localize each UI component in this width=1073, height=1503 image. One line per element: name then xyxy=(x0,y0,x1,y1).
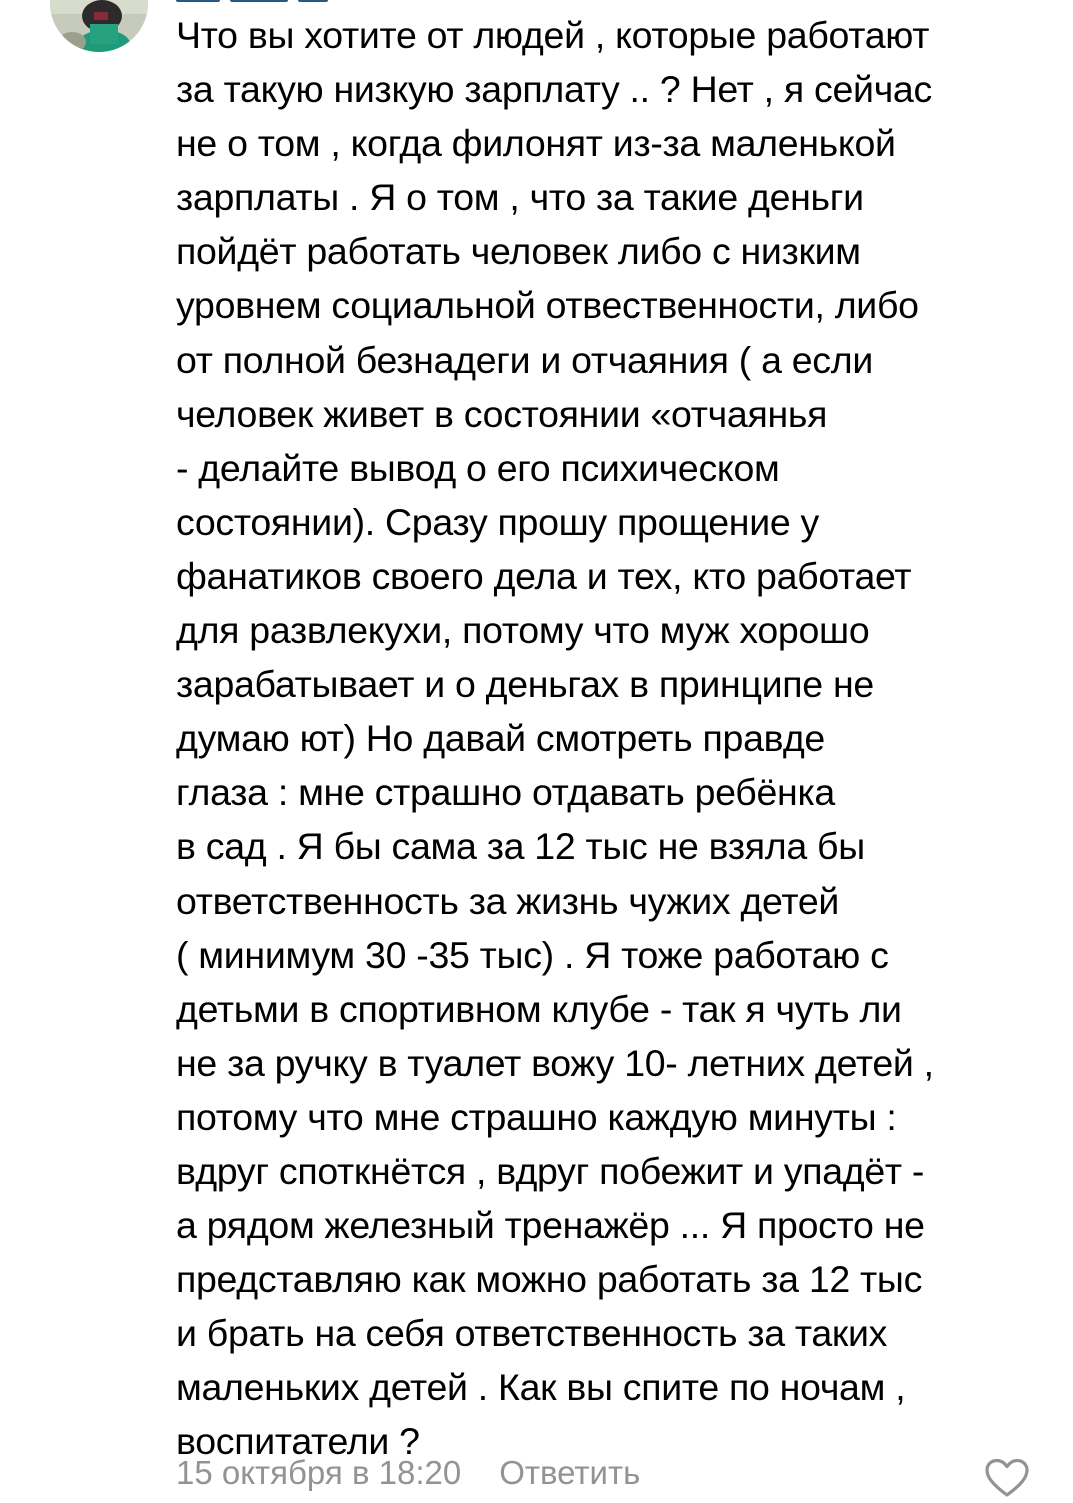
avatar-photo xyxy=(50,0,148,52)
heart-outline-icon xyxy=(984,1458,1030,1498)
comment-date: 15 октября в 18:20 xyxy=(176,1454,462,1491)
comment-footer xyxy=(176,1451,640,1495)
comment-text: Что вы хотите от людей , которые работают за такую низкую зарплату .. ? Нет , я сейчас не о том , когда филонят из-за маленькой зарплаты . Я о том , что за такие деньги пойдёт работать человек либо с низким уровнем социальной отвественности, либо от полной безнадеги и отчаяния ( а если человек живет в состоянии «отчаянья - делайте вывод о его психическом состоянии). Сразу прошу прощение у фанатиков своего дела и тех, кто работает для развлекухи, потому что муж хорошо зарабатывает и о деньгах в принципе не думаю ют) Но давай смотреть правде глаза : мне страшно отдавать ребёнка в сад . Я бы сама за 12 тыс не взяла бы ответственность за жизнь чужих детей ( минимум 30 -35 тыс) . Я тоже работаю с детьми в спортивном клубе - так я чуть ли не за ручку в туалет вожу 10- летних детей , потому что мне страшно каждую минуты : вдруг споткнётся , вдруг побежит и упадёт - а рядом железный тренажёр ... Я просто не представляю как можно работать за 12 тыс и брать на себя ответственность за таких маленьких детей . Как вы спите по ночам , воспитатели ? xyxy=(176,14,934,1463)
reply-button[interactable]: Ответить xyxy=(499,1454,641,1491)
avatar[interactable] xyxy=(50,0,148,52)
like-button[interactable] xyxy=(984,1458,1030,1498)
author-name-link[interactable] xyxy=(176,0,476,4)
